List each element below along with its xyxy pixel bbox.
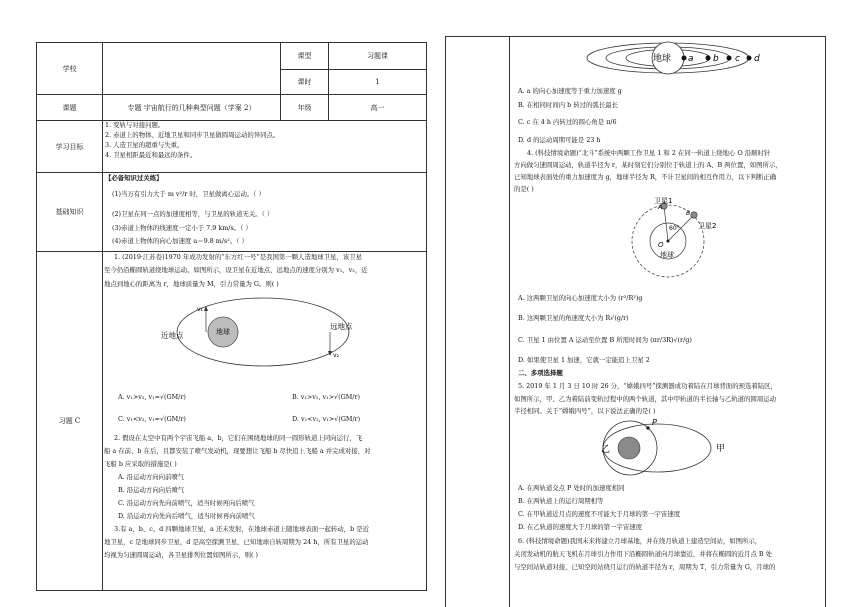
basics-item-2: (2)卫星在同一点的加速度相等，与卫星的轨道无关。（ ）	[112, 210, 274, 218]
q2-line-1: 2. 假设在太空中有两个宇宙飞船 a、b，它们在围绕地球的同一圆形轨道上同向运行，飞	[114, 434, 363, 442]
angle-label: 60°	[669, 225, 680, 232]
q5-option-d[interactable]: D. 在乙轨道的速度大于月球的第一宇宙速度	[518, 523, 642, 531]
q5-option-b[interactable]: B. 在两轨道上的运行周期相等	[518, 497, 604, 505]
q2-line-2: 船 a 在前、b 在后，且都安装了喷气发动机，现要想让飞船 b 尽快追上飞船 a 并完成对接，对	[104, 447, 371, 455]
satellite-orbits-figure	[578, 38, 768, 78]
hours-label: 课时	[281, 70, 329, 95]
goal-item-4: 4. 卫星相距最近和最远的条件。	[105, 151, 197, 159]
satellite-2-icon	[691, 212, 697, 218]
q4-line-3: 已知地球表面处的重力加速度为 g，地球半径为 R，不计卫星间的相互作用力，以下判断正确	[514, 173, 777, 181]
q2-option-d[interactable]: D. 沿运动方向先向后喷气，适当时候再向前喷气	[118, 512, 255, 520]
basics-label: 基础知识	[37, 173, 103, 252]
q5-line-1: 5. 2019 年 1 月 3 日 10 时 26 分，“嫦娥四号”探测器成功着陆在月球背面的预选着陆区，	[518, 382, 777, 390]
q6-line-3: 与空间站轨道对接，已知空间站绕月运行的轨道半径为 r，周期为 T，引力常量为 G，月球的	[514, 563, 776, 571]
orbit-yi-label: 乙	[601, 445, 611, 455]
q3-line-1: 3.有 a、b、c、d 四颗地球卫星，a 还未发射，在地球赤道上随地球表面一起转动，b 是近	[114, 525, 369, 533]
q3-line-3: 均视为匀速圆周运动，各卫星排列位置如图所示，则( )	[104, 551, 259, 559]
hours-value: 1	[329, 70, 427, 95]
earth-label: 地球	[216, 328, 230, 336]
earth-label-q4: 地球	[660, 251, 674, 259]
q3-option-c[interactable]: C. c 在 4 h 内转过的圆心角是 π/6	[518, 118, 617, 126]
label-d: d	[754, 54, 760, 64]
q4-option-a[interactable]: A. 这两颗卫星的向心加速度大小为 (r²/R²)g	[518, 294, 643, 302]
grade-value: 高一	[329, 95, 427, 121]
label-a: a	[688, 54, 694, 64]
change-orbit-figure	[602, 415, 732, 481]
perigee-label: 近地点	[161, 331, 184, 340]
q4-option-b[interactable]: B. 这两颗卫星的角速度大小为 R√(g/r)	[518, 314, 629, 322]
school-value[interactable]	[103, 43, 281, 95]
satellite-c-dot	[727, 56, 732, 61]
q1-line-1: 1. (2019·江苏卷)1970 年成功发射的“东方红一号”是我国第一颗人造地球卫星，该卫星	[114, 253, 362, 261]
sat1-label: 卫星1	[654, 197, 673, 205]
goals-label: 学习目标	[37, 121, 103, 173]
point-b-label: B	[686, 210, 691, 217]
section-multiple-choice: 二、多项选择题	[518, 369, 563, 377]
point-p-dot	[646, 426, 649, 429]
v2-label: v₂	[333, 352, 339, 359]
goal-item-1: 1. 变轨与对接问题。	[105, 121, 165, 129]
q1-option-d[interactable]: D. v₁<v₂, v₁>√(GM/r)	[292, 415, 361, 423]
q6-line-1: 6. (科技情境命题)我国未来将建立月球基地，并在绕月轨道上建造空间站，如图所示，	[518, 537, 762, 545]
type-label: 课型	[281, 43, 329, 70]
q1-line-2: 至今仍沿椭圆轨道绕地球运动。如图所示，设卫星在近地点、远地点的速度分别为 v₁、v₂，近	[104, 266, 368, 274]
orbit-jia-label: 甲	[716, 444, 726, 454]
q1-option-b[interactable]: B. v₁>v₂, v₁>√(GM/r)	[292, 393, 360, 401]
q6-line-2: 关闭发动机的航天飞机在月球引力作用下沿椭圆轨道向月球靠近，并将在椭圆的近月点 B 处	[514, 550, 772, 558]
earth-label-q3: 地球	[653, 54, 672, 64]
q4-option-d[interactable]: D. 如果使卫星 1 加速，它就一定能追上卫星 2	[518, 356, 650, 364]
q1-option-a[interactable]: A. v₁>v₂, v₁=√(GM/r)	[118, 393, 186, 401]
q5-line-2: 如图所示，甲、乙为着陆前变轨过程中的两个轨道，其中甲轨道的半长轴与乙轨道的圆周运动	[514, 395, 777, 403]
label-b: b	[713, 54, 719, 64]
topic-label: 课题	[37, 95, 103, 121]
q3-option-b[interactable]: B. 在相同时间内 b 转过的弧长最长	[518, 101, 618, 109]
label-c: c	[735, 54, 740, 64]
q2-option-b[interactable]: B. 沿运动方向向后喷气	[118, 486, 185, 494]
q5-line-3: 半径相同。关于“嫦娥四号”，以下说法正确的是( )	[514, 407, 656, 415]
grade-label: 年级	[281, 95, 329, 121]
q4-line-2: 方向做匀速圆周运动，轨道半径为 r，某时刻它们分别位于轨道上的 A、B 两位置，如图所示，	[514, 161, 782, 169]
q2-option-a[interactable]: A. 沿运动方向向前喷气	[118, 473, 185, 481]
moon-circle	[618, 437, 640, 459]
v1-label: v₁	[197, 306, 203, 313]
q4-option-c[interactable]: C. 卫星 1 由位置 A 运动至位置 B 所需时间为 (πr/3R)√(r/g)	[518, 336, 692, 344]
center-o-label: O	[658, 241, 664, 249]
q1-option-c[interactable]: C. v₁<v₂, v₁=√(GM/r)	[118, 415, 186, 423]
point-a-label: A	[658, 204, 663, 211]
basics-heading: 【必备知识过关练】	[105, 174, 163, 182]
right-frame-divider	[509, 36, 510, 607]
q3-option-a[interactable]: A. a 的向心加速度等于重力加速度 g	[518, 87, 622, 95]
school-label: 学校	[37, 43, 103, 95]
exercise-c-label: 习题 C	[37, 252, 103, 591]
basics-item-3: (3)赤道上物体的线速度一定小于 7.9 km/s。（ ）	[112, 224, 252, 232]
q1-line-3: 地点到地心的距离为 r，地球质量为 M，引力常量为 G。则( )	[104, 280, 279, 288]
basics-item-1: (1)当万有引力大于 m v²/r 时，卫星做离心运动。（ ）	[112, 190, 265, 198]
goal-item-2: 2. 赤道上的物体、近地卫星和同步卫星做圆周运动的异同点。	[105, 131, 280, 139]
right-frame-left	[445, 36, 446, 607]
right-frame-right	[825, 36, 826, 607]
beidou-figure	[620, 195, 720, 281]
apogee-label: 远地点	[330, 322, 353, 331]
q5-option-c[interactable]: C. 在甲轨道近月点的速度不可能大于月球的第一宇宙速度	[518, 510, 681, 518]
q4-line-4: 的是( )	[514, 185, 534, 193]
point-p-label: P	[652, 418, 657, 427]
right-frame-top	[445, 36, 825, 37]
q4-line-1: 4. (科技情境命题)“北斗”系统中两颗工作卫星 1 和 2 在同一轨道上绕地心 O 沿顺时针	[527, 149, 771, 157]
v2-arrowhead	[328, 351, 332, 356]
goal-item-3: 3. 人造卫星的超重与失重。	[105, 141, 184, 149]
basics-item-4: (4)赤道上物体的向心加速度 a＝9.8 m/s²。（ ）	[112, 237, 248, 245]
topic-value: 专题 宇宙航行的几种典型问题（学案 2）	[103, 95, 281, 121]
satellite-d-dot	[747, 56, 752, 61]
q3-option-d[interactable]: D. d 的运动周期可能是 23 h	[518, 136, 601, 144]
satellite-a-dot	[682, 56, 687, 61]
sat2-label: 卫星2	[698, 222, 717, 230]
q5-option-a[interactable]: A. 在两轨道交点 P 处时的加速度相同	[518, 484, 625, 492]
q2-option-c[interactable]: C. 沿运动方向先向前喷气，适当时候再向后喷气	[118, 499, 255, 507]
q2-line-3: 飞船 b 应采取的措施是( )	[104, 460, 177, 468]
type-value: 习题课	[329, 43, 427, 70]
q3-line-2: 地卫星，c 是地球同步卫星，d 是高空探测卫星，已知地球自转周期为 24 h，所有卫星的运动	[104, 538, 369, 546]
orbit-figure-q1	[160, 294, 370, 370]
satellite-b-dot	[706, 56, 711, 61]
